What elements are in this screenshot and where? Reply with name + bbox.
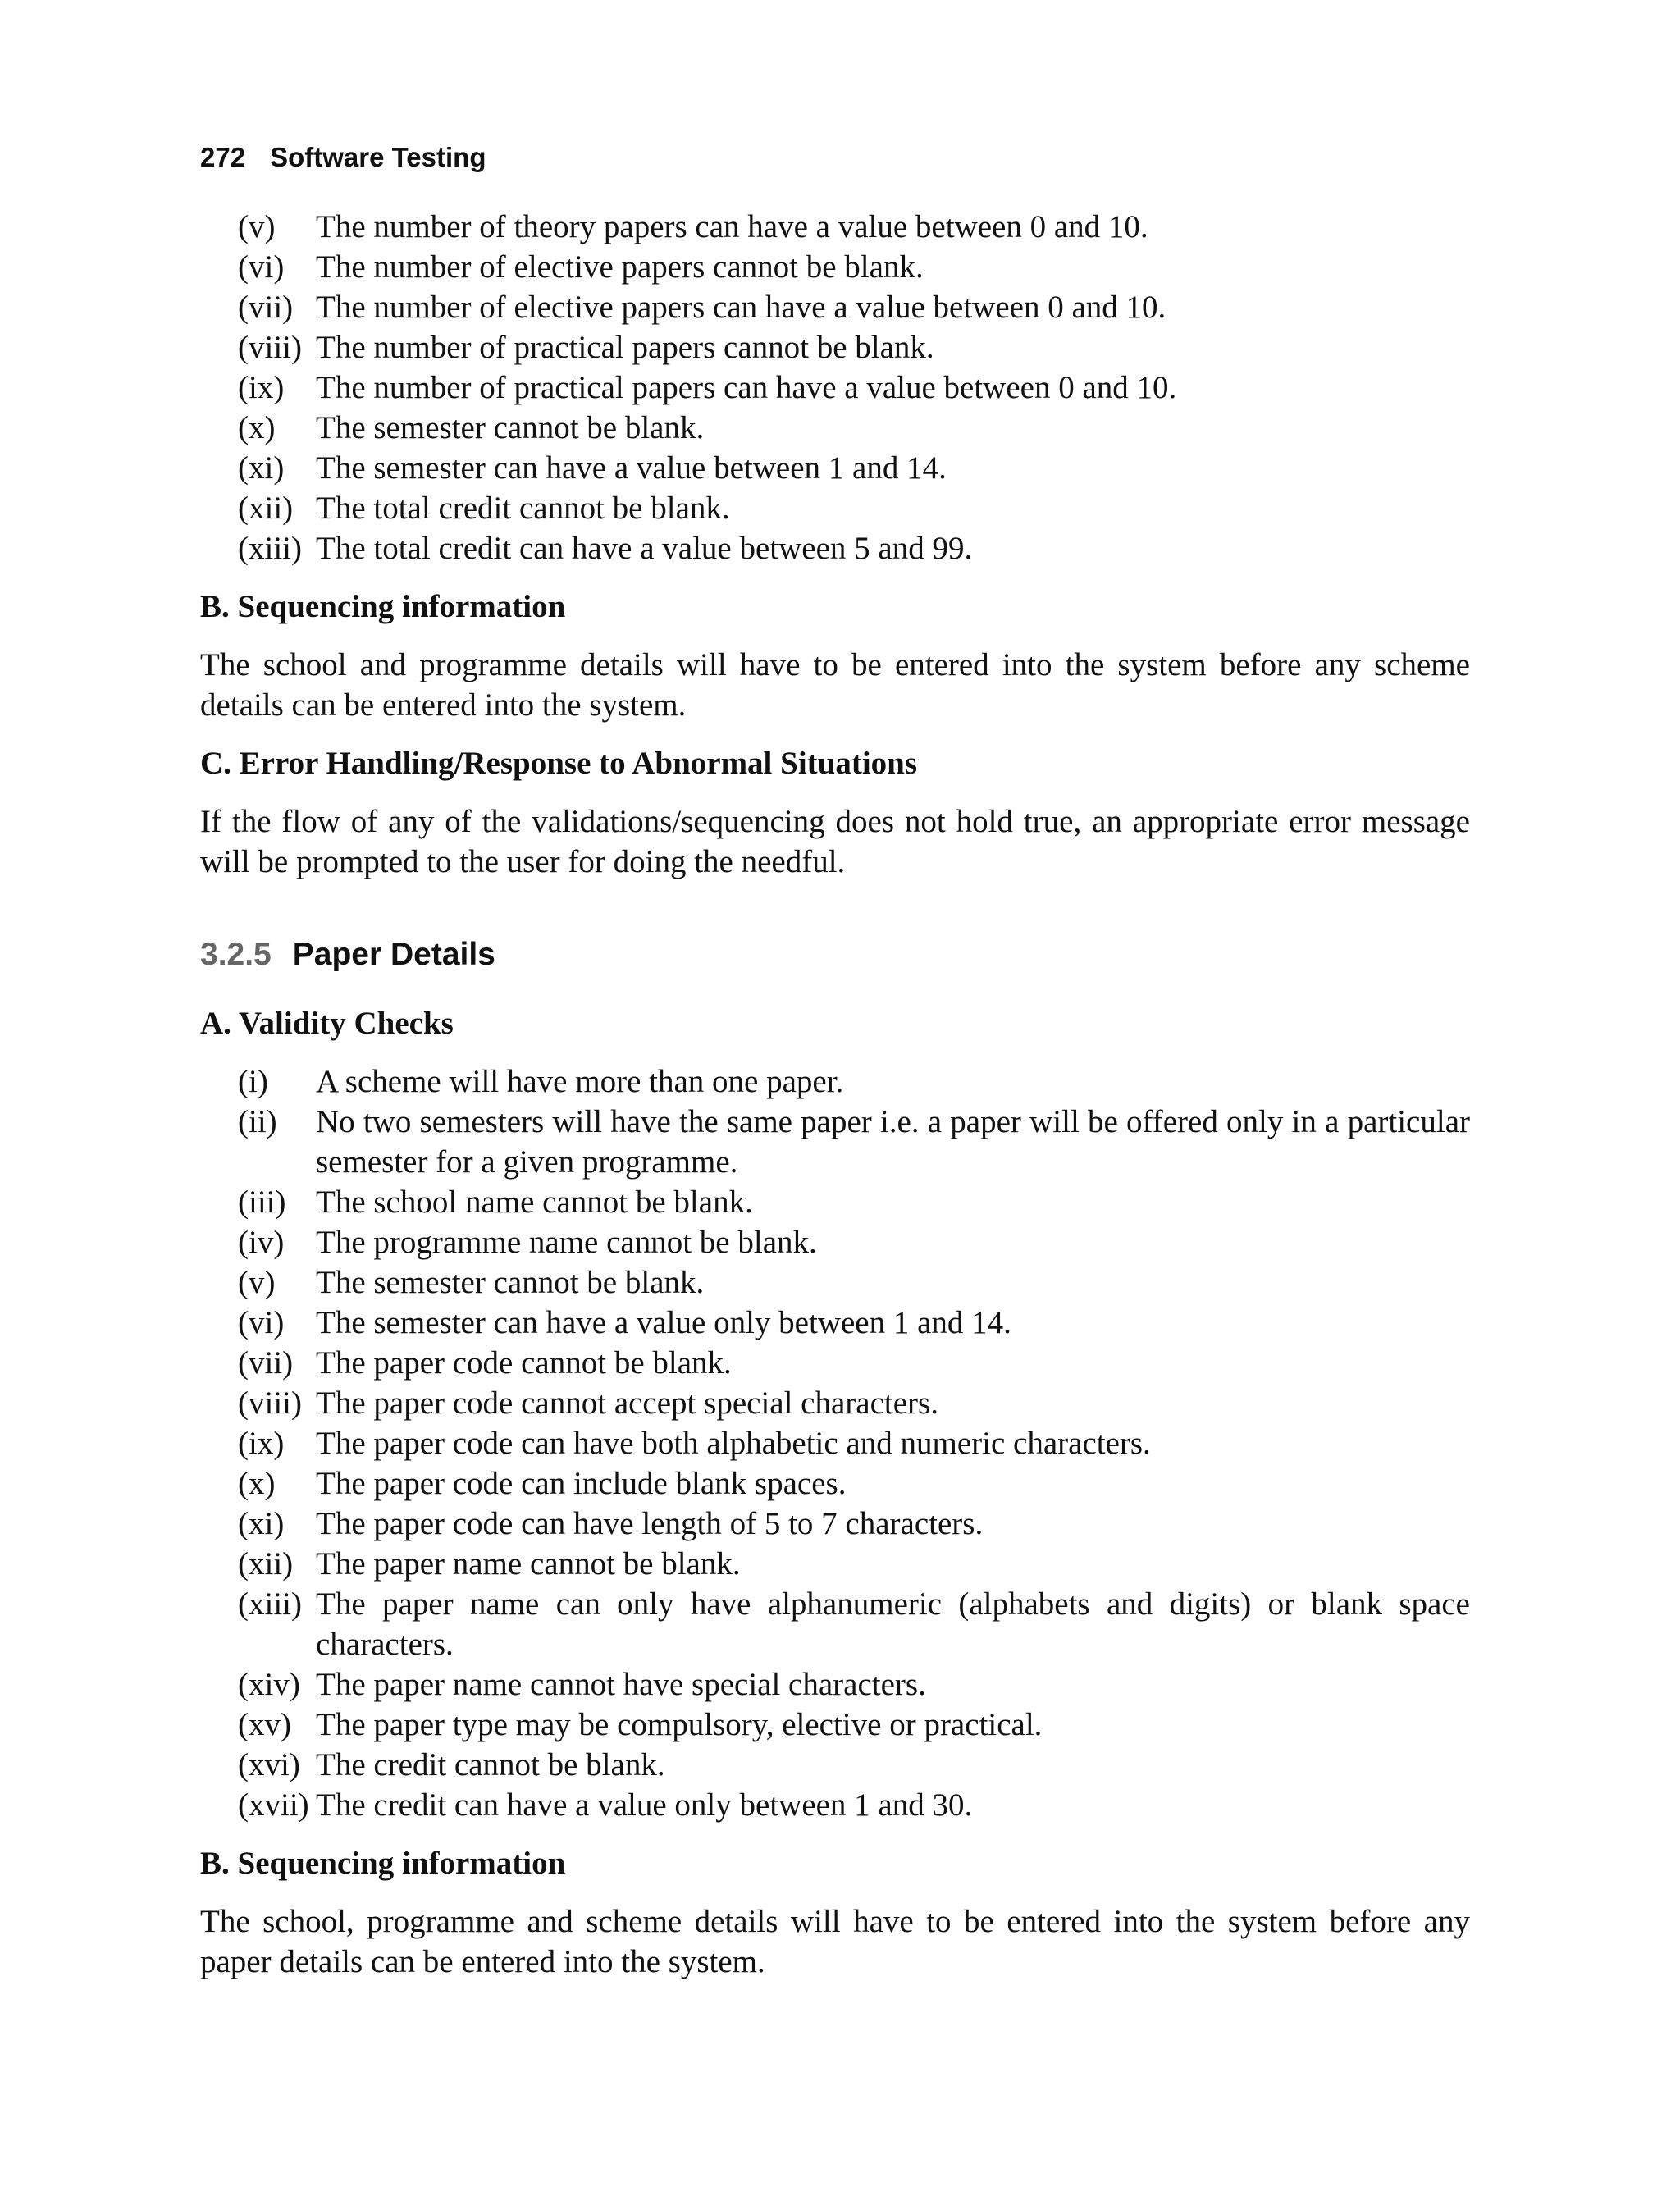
list-item <box>200 367 1470 408</box>
list-item <box>200 1383 1470 1423</box>
item-text: The paper type may be compulsory, elective or practical. <box>316 1707 1043 1742</box>
running-header <box>200 138 1470 177</box>
list-item <box>200 408 1470 448</box>
item-text: No two semesters will have the same paper i.e. a paper will be offered only in a particular semester for a given programme. <box>316 1104 1470 1180</box>
item-text: The number of theory papers can have a value between 0 and 10. <box>316 209 1148 244</box>
item-number: (iii) <box>238 1184 286 1220</box>
validity-list-continued <box>200 207 1470 568</box>
item-text: The number of elective papers can have a value between 0 and 10. <box>316 290 1166 325</box>
item-number: (vi) <box>238 1305 285 1340</box>
item-text: The semester cannot be blank. <box>316 410 705 445</box>
sequencing-heading-2: B. Sequencing information <box>200 1846 566 1881</box>
list-item <box>200 207 1470 247</box>
section-title: Paper Details <box>292 937 495 972</box>
list-item <box>200 1785 1470 1825</box>
list-item <box>200 528 1470 568</box>
book-title: Software Testing <box>270 142 486 172</box>
item-number: (xiv) <box>238 1667 300 1702</box>
list-item <box>200 1182 1470 1222</box>
item-number: (vii) <box>238 1345 294 1381</box>
list-item <box>200 1463 1470 1504</box>
item-number: (viii) <box>238 1385 302 1421</box>
item-number: (xii) <box>238 1546 294 1582</box>
error-handling-paragraph: If the flow of any of the validations/sequencing does not hold true, an appropriate error message will be prompted to the user for doing the needful. <box>200 804 1470 879</box>
list-item <box>200 1303 1470 1343</box>
item-text: The semester can have a value only between 1 and 14. <box>316 1305 1011 1340</box>
item-number: (xi) <box>238 450 285 486</box>
item-text: The paper code cannot accept special characters. <box>316 1385 938 1421</box>
item-text: The paper code can include blank spaces. <box>316 1466 847 1501</box>
item-number: (xvi) <box>238 1747 300 1782</box>
list-item <box>200 1584 1470 1664</box>
item-number: (viii) <box>238 330 302 365</box>
item-number: (i) <box>238 1064 268 1099</box>
list-item <box>200 327 1470 367</box>
item-text: The number of elective papers cannot be blank. <box>316 249 924 285</box>
item-number: (vii) <box>238 290 294 325</box>
item-number: (xi) <box>238 1506 285 1541</box>
item-text: The school name cannot be blank. <box>316 1184 753 1220</box>
item-number: (xiii) <box>238 531 302 566</box>
item-text: The credit can have a value only between 1 and 30. <box>316 1787 973 1823</box>
list-item <box>200 1504 1470 1544</box>
item-number: (ix) <box>238 1426 285 1461</box>
item-text: The semester cannot be blank. <box>316 1265 705 1300</box>
list-item <box>200 1061 1470 1102</box>
item-number: (vi) <box>238 249 285 285</box>
item-number: (x) <box>238 410 276 445</box>
list-item <box>200 287 1470 327</box>
item-text: The semester can have a value between 1 and 14. <box>316 450 947 486</box>
error-handling-heading: C. Error Handling/Response to Abnormal Situations <box>200 746 918 781</box>
list-item <box>200 1102 1470 1182</box>
item-text: The credit cannot be blank. <box>316 1747 665 1782</box>
list-item <box>200 1423 1470 1463</box>
item-number: (xiii) <box>238 1586 302 1622</box>
item-number: (iv) <box>238 1225 285 1260</box>
item-text: The number of practical papers cannot be blank. <box>316 330 934 365</box>
item-number: (ix) <box>238 370 285 405</box>
item-text: The paper name can only have alphanumeric (alphabets and digits) or blank space characters. <box>316 1586 1470 1662</box>
item-number: (xii) <box>238 491 294 526</box>
list-item <box>200 1222 1470 1262</box>
sequencing-paragraph-2: The school, programme and scheme details will have to be entered into the system before any paper details can be entered into the system. <box>200 1904 1470 1979</box>
list-item <box>200 1343 1470 1383</box>
section-heading <box>200 934 1470 975</box>
item-text: The paper name cannot be blank. <box>316 1546 741 1582</box>
item-text: The number of practical papers can have a value between 0 and 10. <box>316 370 1177 405</box>
item-number: (x) <box>238 1466 276 1501</box>
item-text: The programme name cannot be blank. <box>316 1225 817 1260</box>
item-number: (v) <box>238 209 276 244</box>
item-number: (ii) <box>238 1104 277 1139</box>
item-text: The paper code can have length of 5 to 7 characters. <box>316 1506 984 1541</box>
item-text: The total credit can have a value between 5 and 99. <box>316 531 973 566</box>
item-text: A scheme will have more than one paper. <box>316 1064 844 1099</box>
item-text: The paper name cannot have special characters. <box>316 1667 926 1702</box>
item-text: The total credit cannot be blank. <box>316 491 730 526</box>
item-text: The paper code can have both alphabetic and numeric characters. <box>316 1426 1151 1461</box>
list-item <box>200 1262 1470 1303</box>
list-item <box>200 1664 1470 1705</box>
item-number: (xv) <box>238 1707 291 1742</box>
page-content <box>200 138 1470 1982</box>
section-number: 3.2.5 <box>200 937 272 972</box>
item-number: (xvii) <box>238 1787 309 1823</box>
list-item <box>200 488 1470 528</box>
list-item <box>200 247 1470 287</box>
list-item <box>200 1544 1470 1584</box>
sequencing-heading: B. Sequencing information <box>200 589 566 624</box>
list-item <box>200 1745 1470 1785</box>
item-text: The paper code cannot be blank. <box>316 1345 732 1381</box>
list-item <box>200 448 1470 488</box>
validity-list <box>200 1061 1470 1825</box>
item-number: (v) <box>238 1265 276 1300</box>
page-number: 272 <box>200 142 246 172</box>
sequencing-paragraph: The school and programme details will have to be entered into the system before any scheme details can be entered into the system. <box>200 647 1470 723</box>
list-item <box>200 1705 1470 1745</box>
validity-heading: A. Validity Checks <box>200 1006 454 1041</box>
